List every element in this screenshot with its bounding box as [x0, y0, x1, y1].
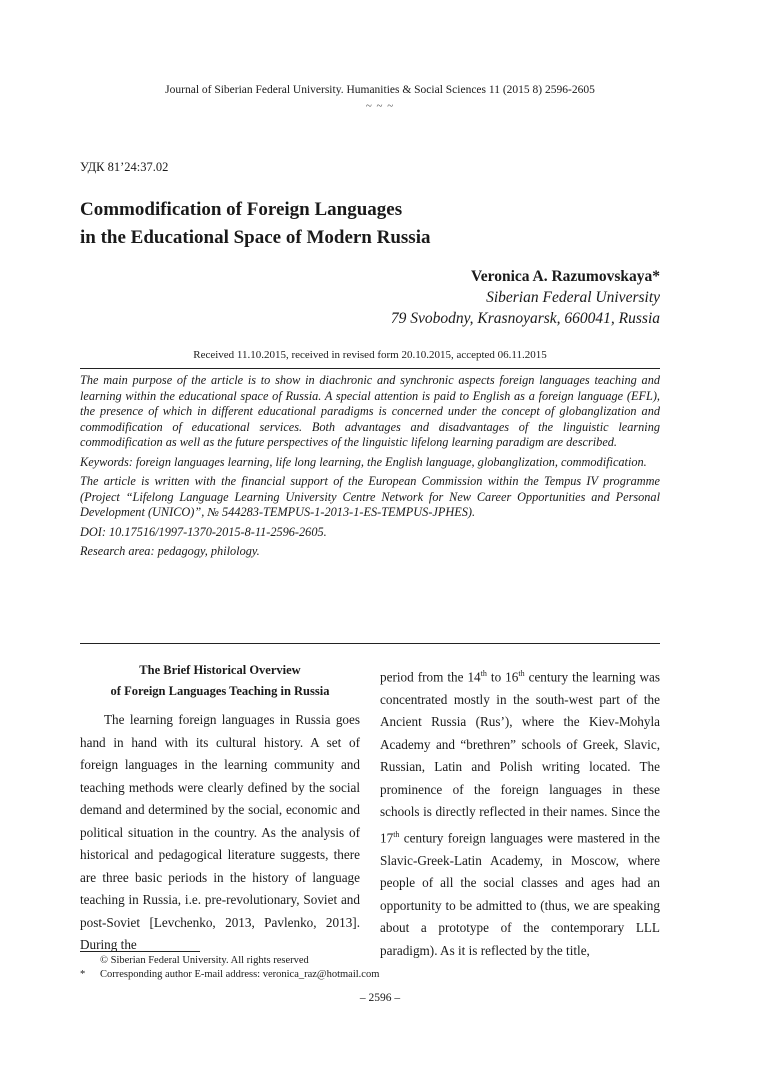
body-text-segment: period from the 14 — [380, 669, 481, 685]
received-dates: Received 11.10.2015, received in revised form 20.10.2015, accepted 06.11.2015 — [193, 349, 547, 361]
footnote-corresponding — [80, 968, 680, 982]
abstract-text: The main purpose of the article is to show in diachronic and synchronic aspects foreign languages teaching and learning within the educational space of Russia. A special attention is paid to English as a foreign language (EFL), the presence of which in different educational paradigms is concerned under the concept of globanglization and commodification of educational services. Both advantages and disadvantages of the linguistic learning commodification as well as the future perspectives of the linguistic lifelong learning paradigm are described. — [80, 373, 660, 449]
author-block — [391, 266, 660, 329]
title-line-2: in the Educational Space of Modern Russia — [80, 227, 431, 248]
abstract-block — [80, 373, 660, 564]
body-column-right — [380, 663, 660, 962]
body-paragraph-right — [380, 663, 660, 962]
copyright-text: © Siberian Federal University. All rights reserved — [100, 955, 309, 966]
superscript: th — [480, 669, 487, 678]
keywords: Keywords: foreign languages learning, life long learning, the English language, globanglization, commodification. — [80, 454, 647, 469]
footnote-copyright — [80, 954, 680, 968]
page-number: – 2596 – — [359, 992, 401, 1004]
footnote-mark: * — [80, 969, 86, 980]
section-heading-line-1: The Brief Historical Overview — [139, 663, 301, 677]
section-heading-line-2: of Foreign Languages Teaching in Russia — [110, 684, 330, 698]
doi: DOI: 10.17516/1997-1370-2015-8-11-2596-2605. — [80, 524, 327, 539]
udk-code: УДК 81’24:37.02 — [80, 160, 169, 174]
body-column-left — [80, 709, 360, 957]
article-title — [80, 196, 680, 252]
corresponding-text: Corresponding author E-mail address: veronica_raz@hotmail.com — [100, 969, 380, 980]
title-line-1: Commodification of Foreign Languages — [80, 199, 403, 220]
body-paragraph-left: The learning foreign languages in Russia goes hand in hand with its cultural history. A set of foreign languages in the learning community and teaching methods were clearly defined by the social demand and determined by the social, economic and political situation in the country. As the analysis of historical and pedagogical literature suggests, there are three basic periods in the history of language teaching in Russia, i.e. pre-revolutionary, Soviet and post-Soviet [Levchenko, 2013, Pavlenko, 2013]. During the — [80, 712, 360, 952]
abstract-top-rule — [80, 368, 660, 369]
author-name: Veronica A. Razumovskaya* — [470, 268, 660, 285]
superscript: th — [393, 829, 400, 839]
body-text-segment: to 16 — [486, 669, 519, 685]
superscript: th — [518, 669, 525, 678]
section-heading — [80, 660, 360, 702]
journal-header: Journal of Siberian Federal University. Humanities & Social Sciences 11 (2015 8) 2596-2605 — [165, 84, 595, 96]
body-text-segment: century foreign languages were mastered in the Slavic-Greek-Latin Academy, in Moscow, where people of all the social classes and ages had an opportunity to be admitted to (thus, we are speaking about a prototype of the contemporary LLL paradigm). As it is reflected by the title, — [380, 830, 660, 958]
research-area: Research area: pedagogy, philology. — [80, 544, 260, 558]
footnotes — [80, 954, 680, 982]
body-text-segment: century the learning was concentrated mostly in the south-west part of the Ancient Russia (Rus’), where the Kiev-Mohyla Academy and “brethren” schools of Greek, Slavic, Russian, Latin and Polish writing located. The prominence of the foreign languages in these schools is directly reflected in their names. Since the 17 — [380, 669, 660, 846]
funding-note: The article is written with the financial support of the European Commission within the Tempus IV programme (Project “Lifelong Language Learning University Centre Network for New Career Opportunities and Personal Development (UNICO)”, № 544283-TEMPUS-1-2013-1-ES-TEMPUS-JPHES). — [80, 474, 660, 519]
abstract-bottom-rule — [80, 643, 660, 644]
header-separator: ~ ~ ~ — [365, 100, 395, 112]
author-affiliation: Siberian Federal University — [486, 289, 660, 306]
author-address: 79 Svobodny, Krasnoyarsk, 660041, Russia — [390, 310, 660, 327]
footnote-rule — [80, 951, 200, 952]
